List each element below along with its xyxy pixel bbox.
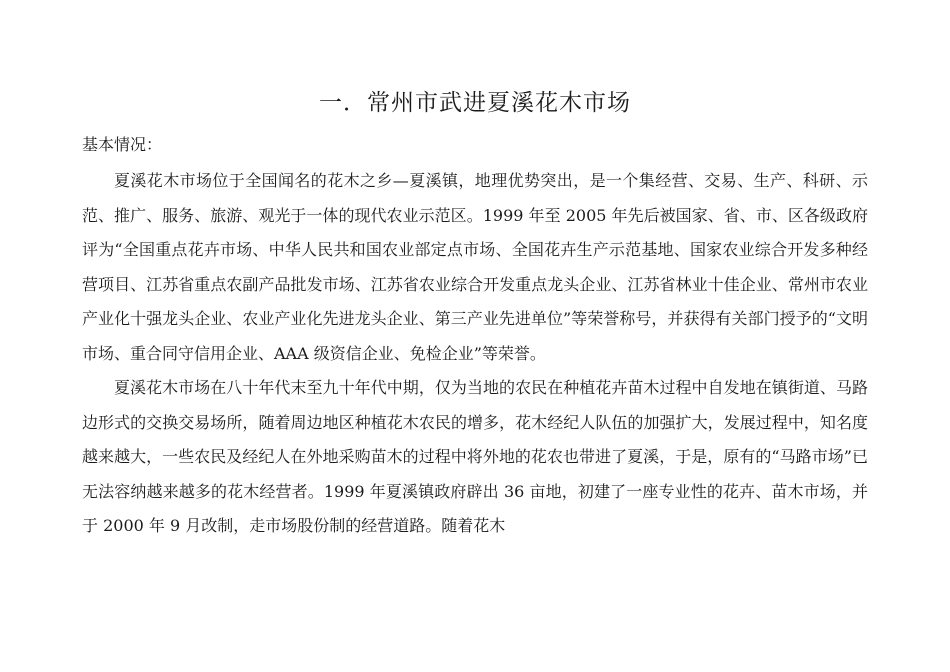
paragraph-1: 夏溪花木市场位于全国闻名的花木之乡—夏溪镇，地理优势突出，是一个集经营、交易、生产、科研、示范、推广、服务、旅游、观光于一体的现代农业示范区。1999 年至 2005 年先后被国家、省、市、区各级政府评为“全国重点花卉市场、中华人民共和国农业部定点市场、全国花卉生产示范基地、国家农业综合开发多种经营项目、江苏省重点农副产品批发市场、江苏省农业综合开发重点龙头企业、江苏省林业十佳企业、常州市农业产业化十强龙头企业、农业产业化先进龙头企业、第三产业先进单位”等荣誉称号，并获得有关部门授予的“文明市场、重合同守信用企业、AAA 级资信企业、免检企业”等荣誉。 <box>82 171 868 363</box>
section-label: 基本情况： <box>82 135 163 154</box>
document-body <box>82 164 868 544</box>
document-title: 一．常州市武进夏溪花木市场 <box>319 90 631 116</box>
paragraph-2: 夏溪花木市场在八十年代末至九十年代中期，仅为当地的农民在种植花卉苗木过程中自发地在镇街道、马路边形式的交换交易场所，随着周边地区种植花木农民的增多，花木经纪人队伍的加强扩大，发展过程中，知名度越来越大，一些农民及经纪人在外地采购苗木的过程中将外地的花农也带进了夏溪，于是，原有的“马路市场”已无法容纳越来越多的花木经营者。1999 年夏溪镇政府辟出 36 亩地，初建了一座专业性的花卉、苗木市场，并于 2000 年 9 月改制，走市场股份制的经营道路。随着花木 <box>82 378 868 535</box>
